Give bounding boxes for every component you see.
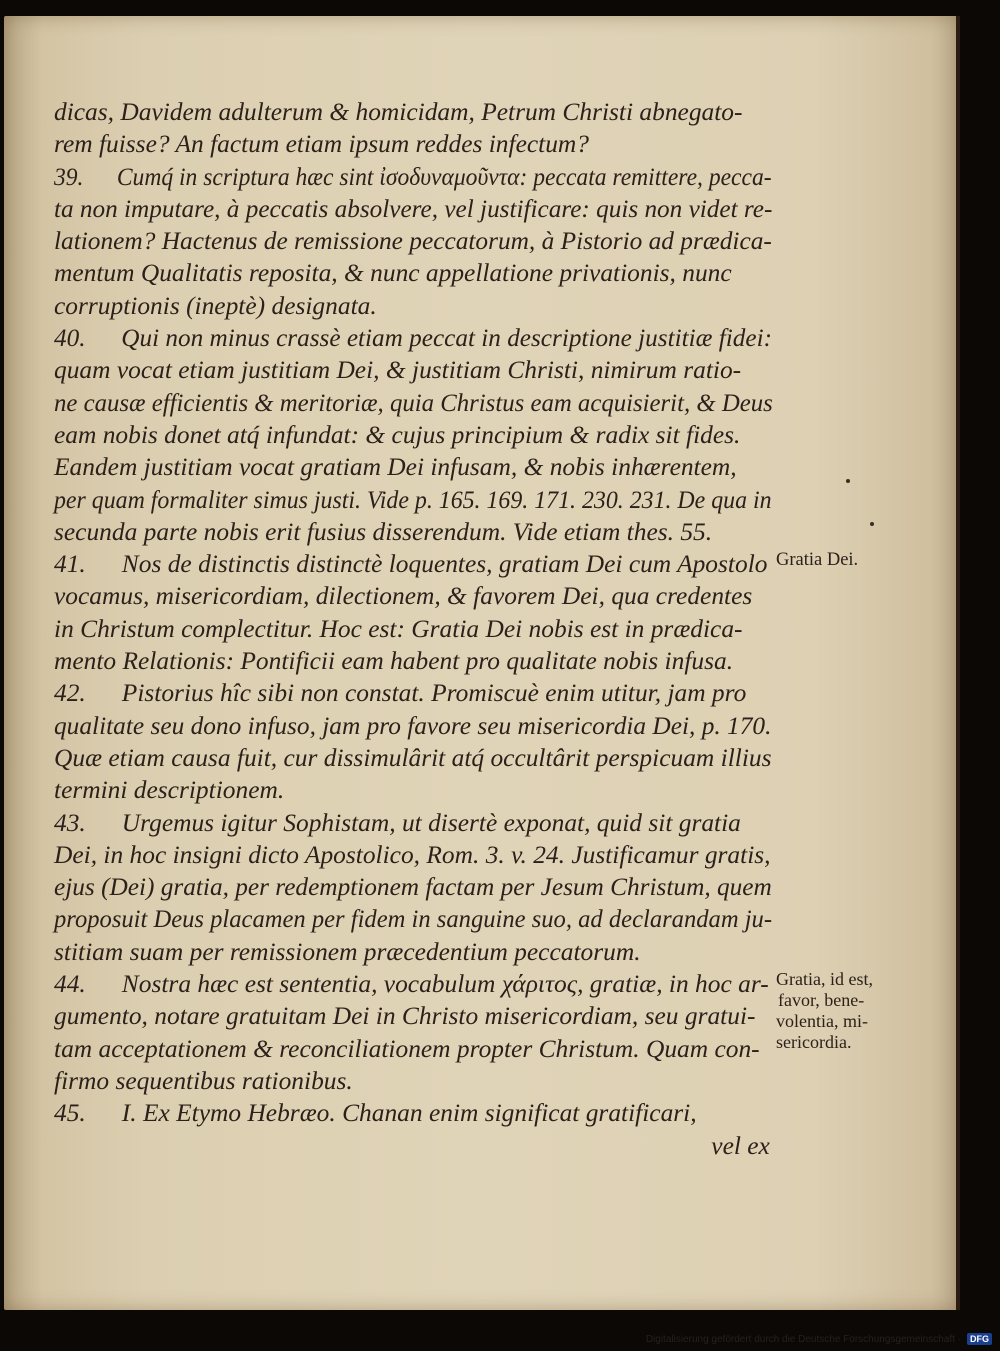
text-line [54,161,772,193]
line-text: rem fuisse? An factum etiam ipsum reddes infectum? [54,129,589,159]
text-line [54,1097,772,1129]
text-line [54,968,772,1000]
line-text: secunda parte nobis erit fusius disserendum. Vide etiam thes. 55. [54,516,713,546]
line-text: stitiam suam per remissionem præcedentium peccatorum. [54,936,641,966]
line-text: firmo sequentibus rationibus. [54,1065,353,1095]
text-line [54,710,770,742]
text-line [54,96,772,128]
line-text: proposuit Deus placamen per fidem in sanguine suo, ad declarandam ju- [54,904,773,934]
line-text: I. Ex Etymo Hebræo. Chanan enim significat gratificari, [121,1098,697,1128]
text-line [54,484,772,516]
line-text: dicas, Davidem adulterum & homicidam, Petrum Christi abnegato- [54,97,743,126]
line-text: Cumq́ in scriptura hæc sint ἰσοδυναμοῦντα: peccata remittere, pecca- [116,161,772,191]
text-line [54,225,770,257]
line-text: Nostra hæc est sententia, vocabulum χάριτος, gratiæ, in hoc ar- [121,969,769,999]
footer-credit-text: Digitalisierung gefördert durch die Deutsche Forschungsgemeinschaft · [645,1333,961,1345]
text-line [54,613,772,645]
line-text: ta non imputare, à peccatis absolvere, vel justificare: quis non videt re- [54,193,773,223]
text-line [54,580,772,612]
line-text: corruptionis (ineptè) designata. [54,290,377,320]
text-line [54,322,772,354]
line-text: lationem? Hactenus de remissione peccatorum, à Pistorio ad prædica- [54,226,772,256]
text-line [54,128,772,160]
line-text: Nos de distinctis distinctè loquentes, gratiam Dei cum Apostolo [121,549,768,579]
margin-note-line: volentia, mi- [776,1011,868,1031]
line-text: ejus (Dei) gratia, per redemptionem factam per Jesum Christum, quem [54,872,772,902]
line-text: Quæ etiam causa fuit, cur dissimulârit atq́ occultârit perspicuam illius [54,742,772,772]
line-text: quam vocat etiam justitiam Dei, & justitiam Christi, nimirum ratio- [54,355,742,385]
line-text: eam nobis donet atq́ infundat: & cujus principium & radix sit fides. [54,419,741,449]
line-text: Dei, in hoc insigni dicto Apostolico, Rom. 3. v. 24. Justificamur gratis, [54,839,771,869]
text-line [54,451,772,483]
text-line [54,1033,772,1065]
text-line [54,903,773,935]
paragraph-number: 45. [54,1098,86,1128]
margin-note-gratia-dei: Gratia Dei. [776,550,859,570]
line-text: Eandem justitiam vocat gratiam Dei infusam, & nobis inhærentem, [54,452,737,482]
text-line [54,1000,772,1032]
text-line [54,645,772,677]
text-line [54,1065,772,1097]
text-line [54,516,772,548]
line-text: gumento, notare gratuitam Dei in Christo misericordiam, seu gratui- [54,1001,756,1031]
margin-note-line: Gratia, id est, [776,969,873,989]
margin-note-line: sericordia. [776,1032,852,1052]
text-line [54,548,772,580]
line-text: qualitate seu dono infuso, jam pro favore seu misericordia Dei, p. 170. [54,710,772,740]
margin-note-line: favor, bene- [778,990,865,1010]
text-line [54,677,772,709]
line-text: Urgemus igitur Sophistam, ut disertè exponat, quid sit gratia [121,807,741,837]
line-text: mentum Qualitatis reposita, & nunc appellatione privationis, nunc [54,258,732,288]
paragraph-number: 39. [54,161,84,191]
text-line [54,1130,772,1162]
text-line [54,936,772,968]
line-text: mento Relationis: Pontificii eam habent pro qualitate nobis infusa. [54,646,734,676]
text-line [54,419,772,451]
paragraph-number: 43. [54,807,86,837]
page-body-text [54,96,774,1162]
ink-speck [846,479,850,483]
text-line [54,807,772,839]
text-line [54,774,772,806]
paragraph-number: 41. [54,549,86,579]
page-edge-shadow [956,16,960,1310]
line-text: Pistorius hîc sibi non constat. Promiscuè enim utitur, jam pro [121,678,747,708]
paragraph-number: 42. [54,678,86,708]
line-text: vel ex [711,1130,770,1160]
dfg-logo-icon: DFG [967,1333,992,1345]
line-text: ne causæ efficientis & meritoriæ, quia Christus eam acquisierit, & Deus [54,387,773,417]
digitization-footer [646,1331,992,1347]
text-line [54,354,772,386]
line-text: vocamus, misericordiam, dilectionem, & favorem Dei, qua credentes [54,581,753,611]
line-text: per quam formaliter simus justi. Vide p. 165. 169. 171. 230. 231. De qua in [54,484,772,514]
book-page [4,16,960,1310]
ink-speck [870,522,874,526]
paragraph-number: 40. [54,323,86,353]
line-text: termini descriptionem. [54,775,285,805]
text-line [54,742,772,774]
text-line [54,193,773,225]
line-text: in Christum complectitur. Hoc est: Gratia Dei nobis est in prædica- [54,613,743,643]
text-line [54,290,772,322]
text-line [54,871,772,903]
paragraph-number: 44. [54,969,86,999]
line-text: tam acceptationem & reconciliationem propter Christum. Quam con- [54,1033,760,1063]
text-line [54,387,773,419]
line-text: Qui non minus crassè etiam peccat in descriptione justitiæ fidei: [121,323,772,353]
text-line [54,257,772,289]
text-line [54,839,772,871]
